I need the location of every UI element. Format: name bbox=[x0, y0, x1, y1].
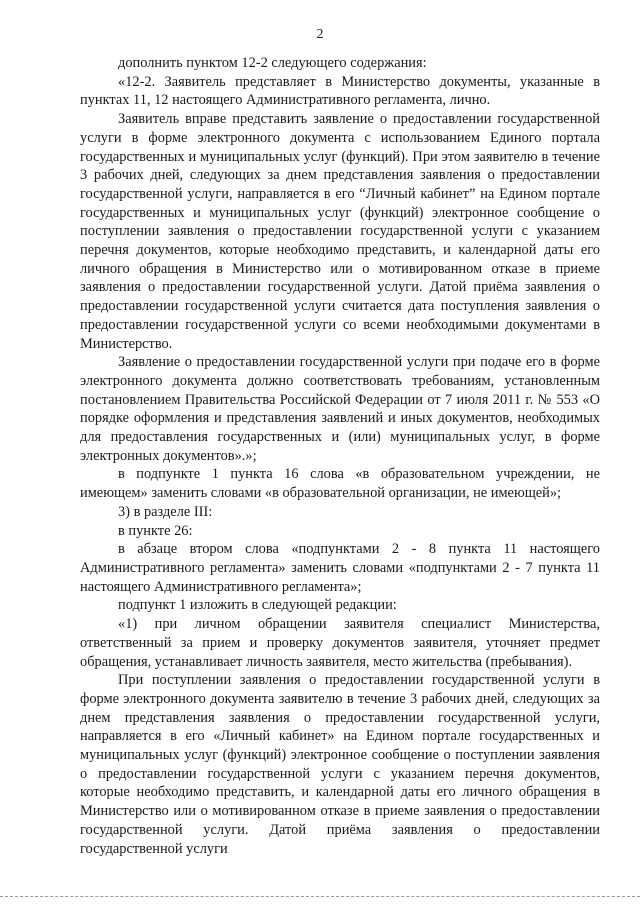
paragraph-section-3: 3) в разделе III: bbox=[118, 503, 213, 520]
document-body bbox=[80, 54, 600, 858]
paragraph-subitem-16: в подпункте 1 пункта 16 слова «в образовательном учреждении, не имеющем» заменить словами «в образовательной организации, не имеющей»; bbox=[80, 466, 600, 502]
paragraph-electronic-receipt: При поступлении заявления о предоставлении государственной услуги в форме электронного документа заявителю в течение 3 рабочих дней, следующих за днем представления заявления о предоставлении государственной услуги, направляется в его «Личный кабинет» на Едином портале государственных и муниципальных услуг (функций) электронное сообщение о поступлении заявления о предоставлении государственной услуги с указанием перечня документов, которые необходимо представить, и календарной даты его личного обращения в Министерство или о мотивированном отказе в приеме заявления о предоставлении государственной услуги. Датой приёма заявления о предоставлении государственной услуги bbox=[80, 672, 600, 857]
paragraph-personal-visit: «1) при личном обращении заявителя специалист Министерства, ответственный за прием и проверку документов заявителя, уточняет предмет обращения, устанавливает личность заявителя, место жительства (пребывания). bbox=[80, 616, 600, 670]
paragraph-electronic-requirements: Заявление о предоставлении государственной услуги при подаче его в форме электронного документа должно соответствовать требованиям, установленным постановлением Правительства Российской Федерации от 7 июля 2011 г. № 553 «О порядке оформления и представления заявлений и иных документов, необходимых для предоставления государственных и (или) муниципальных услуг, в форме электронных документов».»; bbox=[80, 354, 600, 464]
paragraph-amendment-intro: дополнить пунктом 12-2 следующего содержания: bbox=[118, 55, 427, 71]
paragraph-item-12-2: «12-2. Заявитель представляет в Министерство документы, указанные в пунктах 11, 12 настоящего Административного регламента, лично. bbox=[80, 73, 600, 109]
page-bottom-edge bbox=[0, 896, 640, 897]
page-number: 2 bbox=[316, 27, 324, 42]
paragraph-subitem-1-intro: подпункт 1 изложить в следующей редакции: bbox=[118, 597, 397, 614]
paragraph-electronic-application: Заявитель вправе представить заявление о предоставлении государственной услуги в форме электронного документа с использованием Единого портала государственных и муниципальных услуг (функций). При этом заявителю в течение 3 рабочих дней, следующих за днем представления заявления о предоставлении государственной услуги, направляется в его “Личный кабинет” на Едином портале государственных и муниципальных услуг (функций) электронное сообщение о поступлении заявления о предоставлении государственной услуги с указанием перечня документов, которые необходимо представить, и календарной даты его личного обращения в Министерство или о мотивированном отказе в приеме заявления о предоставлении государственной услуги. Датой приёма заявления о предоставлении государственной услуги считается дата поступления заявления о предоставлении государственной услуги со всеми необходимыми документами в Министерство. bbox=[80, 111, 600, 352]
paragraph-item-26: в пункте 26: bbox=[118, 522, 193, 539]
paragraph-second-abzac: в абзаце втором слова «подпунктами 2 - 8 пункта 11 настоящего Административного регламента» заменить словами «подпунктами 2 - 7 пункта 11 настоящего Административного регламента»; bbox=[80, 541, 600, 595]
